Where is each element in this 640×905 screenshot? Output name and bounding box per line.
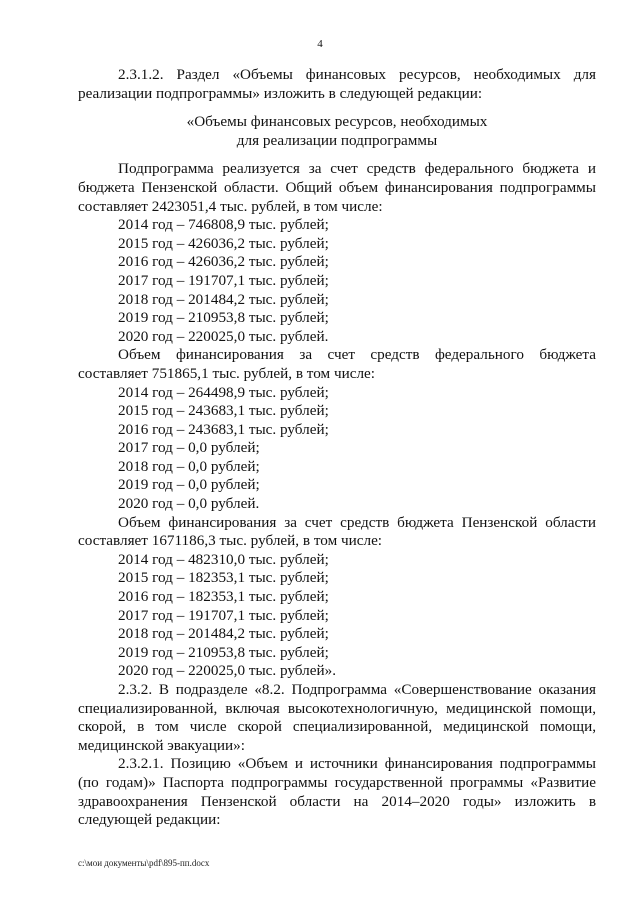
paragraph-2-3-1-2: 2.3.1.2. Раздел «Объемы финансовых ресурсов, необходимых для реализации подпрограммы» изложить в следующей редакции: [78,66,596,102]
list-item: 2017 год – 0,0 рублей; [118,439,260,457]
list-item: 2017 год – 191707,1 тыс. рублей; [118,606,329,624]
paragraph-2-3-2: 2.3.2. В подразделе «8.2. Подпрограмма «Совершенствование оказания специализированной, включая высокотехнологичную, медицинской помощи, скорой, в том числе скорой специализированной, медицинской помощи, медицинской эвакуации»: [78,681,596,754]
list-item: 2015 год – 426036,2 тыс. рублей; [118,234,329,252]
list-total-by-year [78,216,596,346]
list-item: 2018 год – 201484,2 тыс. рублей; [118,290,329,308]
list-item: 2016 год – 182353,1 тыс. рублей; [118,588,329,606]
list-item: 2020 год – 0,0 рублей. [118,495,260,513]
section-heading [78,113,596,150]
list-item: 2017 год – 191707,1 тыс. рублей; [118,271,329,289]
list-item: 2015 год – 182353,1 тыс. рублей; [118,569,329,587]
list-regional-by-year [78,551,596,681]
list-item: 2016 год – 243683,1 тыс. рублей; [118,420,329,438]
paragraph-total-funding: Подпрограмма реализуется за счет средств федерального бюджета и бюджета Пензенской области. Общий объем финансирования подпрограммы составляет 2423051,4 тыс. рублей, в том числе: [78,160,596,215]
list-federal-by-year [78,384,596,514]
list-item: 2014 год – 482310,0 тыс. рублей; [118,550,329,568]
footer-file-path: c:\мои документы\pdf\895-пп.docx [78,858,210,868]
list-item: 2016 год – 426036,2 тыс. рублей; [118,253,329,271]
heading-line-1: «Объемы финансовых ресурсов, необходимых [186,113,488,131]
list-item: 2019 год – 210953,8 тыс. рублей; [118,643,329,661]
paragraph-federal-funding: Объем финансирования за счет средств федерального бюджета составляет 751865,1 тыс. рублей, в том числе: [78,346,596,382]
page-number: 4 [317,38,323,50]
list-item: 2019 год – 0,0 рублей; [118,476,260,494]
list-item: 2018 год – 0,0 рублей; [118,457,260,475]
list-item: 2020 год – 220025,0 тыс. рублей». [118,662,336,680]
list-item: 2018 год – 201484,2 тыс. рублей; [118,625,329,643]
document-body [78,66,596,830]
list-item: 2015 год – 243683,1 тыс. рублей; [118,402,329,420]
paragraph-2-3-2-1: 2.3.2.1. Позицию «Объем и источники финансирования подпрограммы (по годам)» Паспорта подпрограммы государственной программы «Развитие здравоохранения Пензенской области на 2014–2020 годы» изложить в следующей редакции: [78,755,596,829]
list-item: 2014 год – 264498,9 тыс. рублей; [118,383,329,401]
paragraph-regional-funding: Объем финансирования за счет средств бюджета Пензенской области составляет 1671186,3 тыс. рублей, в том числе: [78,513,596,550]
list-item: 2014 год – 746808,9 тыс. рублей; [118,216,329,234]
heading-line-2: для реализации подпрограммы [236,131,438,149]
list-item: 2019 год – 210953,8 тыс. рублей; [118,309,329,327]
list-item: 2020 год – 220025,0 тыс. рублей. [118,327,329,345]
